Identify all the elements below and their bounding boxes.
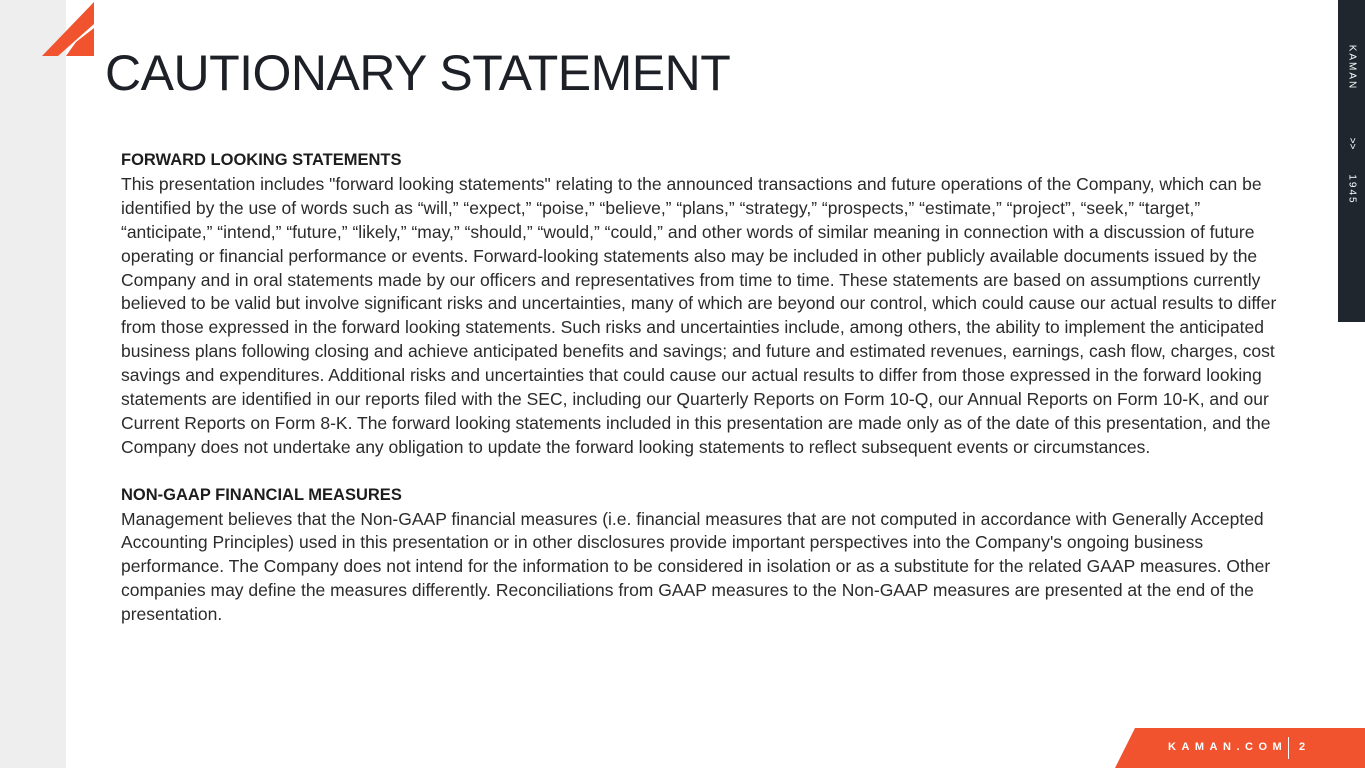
footer-website-link[interactable]: KAMAN.COM — [1168, 741, 1288, 753]
left-margin-band — [0, 0, 66, 768]
chevron-right-icon: >> — [1346, 137, 1357, 150]
forward-looking-section — [121, 149, 1283, 460]
side-brand-tab — [1338, 0, 1365, 322]
section-body: This presentation includes "forward looking statements" relating to the announced transactions and future operations of the Company, which can be identified by the use of words such as “will,” “expect,” “poise,” “believe,” “plans,” “strategy,” “prospects,” “estimate,” “project”, “seek,” “target,” “anticipate,” “intend,” “future,” “likely,” “may,” “should,” “would,” “could,” and other words of similar meaning in connection with a discussion of future operating or financial performance or events. Forward-looking statements also may be included in other publicly available documents issued by the Company and in oral statements made by our officers and representatives from time to time. These statements are based on assumptions currently believed to be valid but involve significant risks and uncertainties, many of which are beyond our control, which could cause our actual results to differ from those expressed in the forward looking statements. Such risks and uncertainties include, among others, the ability to implement the anticipated business plans following closing and achieve anticipated benefits and savings; and future and estimated revenues, earnings, cash flow, charges, cost savings and expenditures. Additional risks and uncertainties that could cause our actual results to differ from those expressed in the forward looking statements are identified in our reports filed with the SEC, including our Quarterly Reports on Form 10-Q, our Annual Reports on Form 10-K, and our Current Reports on Form 8-K. The forward looking statements included in this presentation are made only as of the date of this presentation, and the Company does not undertake any obligation to update the forward looking statements to reflect subsequent events or circumstances. — [121, 173, 1277, 457]
footer-page-number: 2 — [1299, 741, 1306, 753]
side-tab-brand: KAMAN — [1346, 44, 1357, 91]
non-gaap-section — [121, 484, 1283, 627]
slide-title: CAUTIONARY STATEMENT — [105, 45, 731, 101]
section-heading: NON-GAAP FINANCIAL MEASURES — [121, 485, 402, 504]
footer-divider — [1288, 737, 1289, 759]
section-body: Management believes that the Non-GAAP financial measures (i.e. financial measures that are not computed in accordance with Generally Accepted Accounting Principles) used in this presentation or in other disclosures provide important perspectives into the Company's ongoing business performance. The Company does not intend for the information to be considered in isolation or as a substitute for the related GAAP measures. Other companies may define the measures differently. Reconciliations from GAAP measures to the Non-GAAP measures are presented at the end of the presentation. — [121, 508, 1271, 625]
kaman-corner-mark-icon — [42, 2, 96, 56]
slide-content — [121, 149, 1283, 627]
section-heading: FORWARD LOOKING STATEMENTS — [121, 151, 402, 169]
side-tab-year: 1945 — [1346, 174, 1357, 205]
